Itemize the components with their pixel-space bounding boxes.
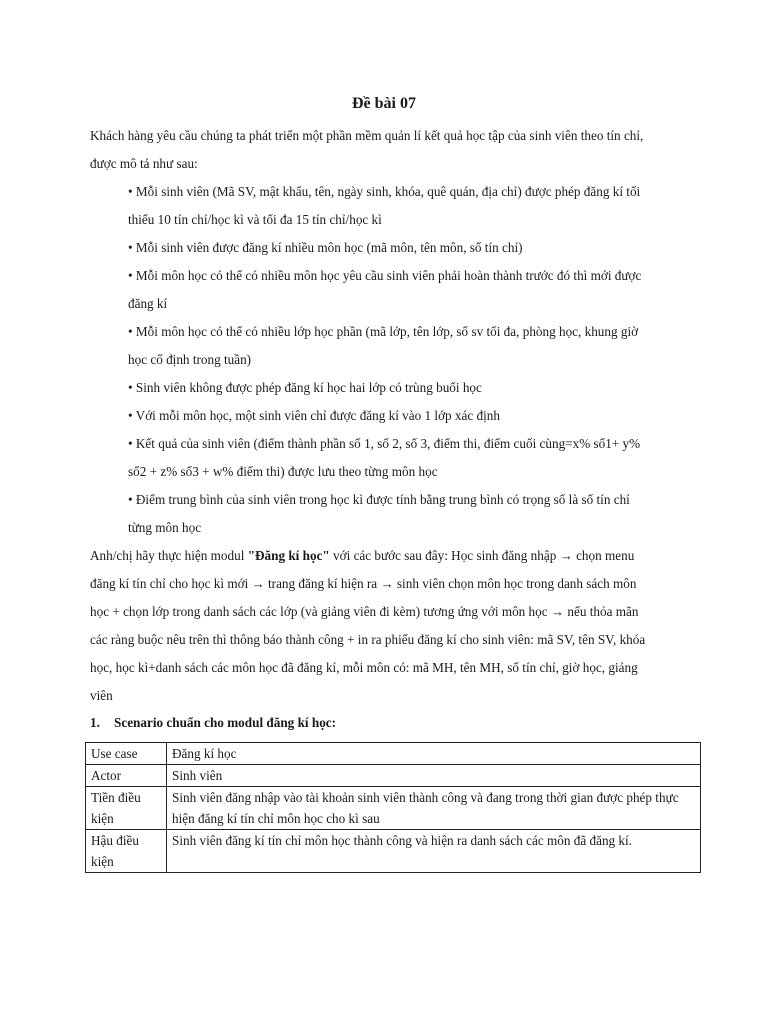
task-module-name: "Đăng kí học" [247, 548, 330, 563]
section-heading [90, 712, 650, 734]
requirement-item: • Mỗi sinh viên được đăng kí nhiều môn học (mã môn, tên môn, số tín chỉ) [128, 240, 523, 255]
table-value-cell: Sinh viên đăng kí tín chỉ môn học thành công và hiện ra danh sách các môn đã đăng kí. [167, 830, 701, 873]
table-row [86, 787, 701, 830]
requirement-item: • Mỗi môn học có thể có nhiều lớp học phần (mã lớp, tên lớp, số sv tối đa, phòng học, khung giờ học cố định trong tuần) [128, 324, 639, 367]
intro-paragraph: Khách hàng yêu cầu chúng ta phát triển một phần mềm quản lí kết quả học tập của sinh viên theo tín chỉ, được mô tả như sau: [90, 128, 644, 171]
requirement-item: • Mỗi môn học có thể có nhiều môn học yêu cầu sinh viên phải hoàn thành trước đó thì mới được đăng kí [128, 268, 642, 311]
table-key-cell: Actor [86, 765, 167, 787]
requirement-item: • Sinh viên không được phép đăng kí học hai lớp có trùng buổi học [128, 380, 482, 395]
table-key-cell: Tiền điều kiện [86, 787, 167, 830]
task-paragraph [90, 542, 650, 710]
document-title: Đề bài 07 [352, 95, 416, 112]
table-value-cell: Đăng kí học [167, 743, 701, 765]
section-number: 1. [90, 715, 100, 730]
requirements-list [128, 178, 648, 542]
requirement-item: • Với mỗi môn học, một sinh viên chỉ được đăng kí vào 1 lớp xác định [128, 408, 500, 423]
table-row [86, 765, 701, 787]
table-row [86, 743, 701, 765]
requirement-item: • Điểm trung bình của sinh viên trong học kì được tính bằng trung bình có trọng số là số tín chỉ từng môn học [128, 492, 630, 535]
table-key-cell: Use case [86, 743, 167, 765]
scenario-table [85, 742, 701, 873]
task-steps: với các bước sau đây: Học sinh đăng nhập → chọn menu đăng kí tín chỉ cho học kì mới → trang đăng kí hiện ra → sinh viên chọn môn học trong danh sách môn học + chọn lớp trong danh sách các lớp (và giảng viên đi kèm) tương ứng với môn học → nếu thỏa mãn các ràng buộc nêu trên thì thông báo thành công + in ra phiếu đăng kí cho sinh viên: mã SV, tên SV, khóa học, học kì+danh sách các môn học đã đăng kí, mỗi môn có: mã MH, tên MH, số tín chỉ, giờ học, giảng viên [90, 548, 646, 703]
table-row [86, 830, 701, 873]
table-value-cell: Sinh viên đăng nhập vào tài khoản sinh viên thành công và đang trong thời gian được phép thực hiện đăng kí tín chỉ môn học cho kì sau [167, 787, 701, 830]
section-title: Scenario chuẩn cho modul đăng kí học: [114, 715, 337, 730]
table-value-cell: Sinh viên [167, 765, 701, 787]
table-key-cell: Hậu điều kiện [86, 830, 167, 873]
requirement-item: • Mỗi sinh viên (Mã SV, mật khẩu, tên, ngày sinh, khóa, quê quán, địa chỉ) được phép đăng kí tối thiểu 10 tín chỉ/học kì và tối đa 15 tín chỉ/học kì [128, 184, 641, 227]
task-prefix: Anh/chị hãy thực hiện modul [90, 548, 248, 563]
requirement-item: • Kết quả của sinh viên (điểm thành phần số 1, số 2, số 3, điểm thi, điểm cuối cùng=x% số1+ y% số2 + z% số3 + w% điểm thi) được lưu theo từng môn học [128, 436, 641, 479]
